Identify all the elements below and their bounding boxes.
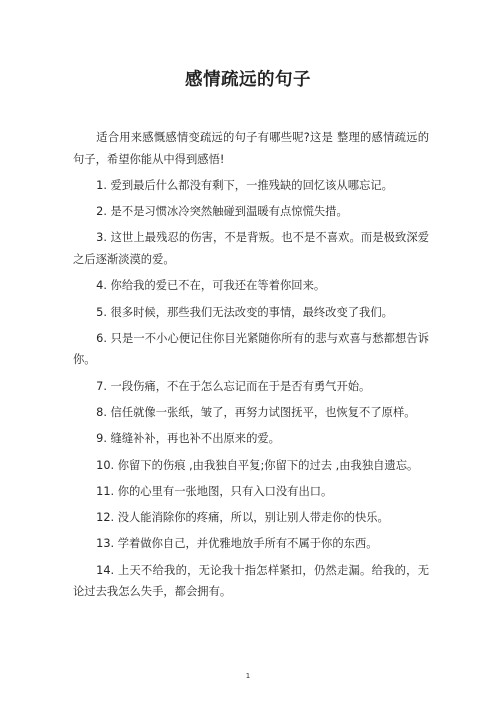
list-item: 11. 你的心里有一张地图，只有入口没有出口。: [96, 484, 333, 498]
list-item: 4. 你给我的爱已不在，可我还在等着你回来。: [96, 279, 326, 293]
list-item: 13. 学着做你自己，并优雅地放手所有不属于你的东西。: [96, 537, 378, 551]
list-item: 6. 只是一不小心便记住你目光紧随你所有的悲与欢喜与愁都想告诉你。: [73, 331, 429, 367]
list-item: 14. 上天不给我的，无论我十指怎样紧扣，仍然走漏。给我的，无论过去我怎么失手，都会拥有。: [73, 563, 429, 599]
intro-paragraph: 适合用来感慨感情变疏远的句子有哪些呢?这是 整理的感情疏远的句子，希望你能从中得到感悟!: [73, 131, 429, 166]
list-item: 1. 爱到最后什么都没有剩下，一推残缺的回忆该从哪忘记。: [96, 178, 393, 192]
list-item: 7. 一段伤痛，不在于怎么忘记而在于是否有勇气开始。: [96, 379, 371, 393]
page-number: 1: [245, 672, 251, 680]
list-item: 5. 很多时候，那些我们无法改变的事情，最终改变了我们。: [96, 305, 393, 319]
document-title: 感情疏远的句子: [185, 70, 311, 90]
list-item: 9. 缝缝补补，再也补不出原来的爱。: [96, 432, 280, 446]
list-item: 2. 是不是习惯冰冷突然触碰到温暖有点惊慌失措。: [96, 205, 348, 219]
document-body: [73, 127, 429, 608]
list-item: 10. 你留下的伤痕 ,由我独自平复;你留下的过去 ,由我独自遗忘。: [96, 458, 419, 472]
list-item: 8. 信任就像一张纸，皱了，再努力试图抚平，也恢复不了原样。: [96, 406, 416, 420]
list-item: 3. 这世上最残忍的伤害，不是背叛。也不是不喜欢。而是极致深爱之后逐渐淡漠的爱。: [73, 231, 429, 267]
list-item: 12. 没人能消除你的疼痛，所以，别让别人带走你的快乐。: [96, 511, 389, 525]
